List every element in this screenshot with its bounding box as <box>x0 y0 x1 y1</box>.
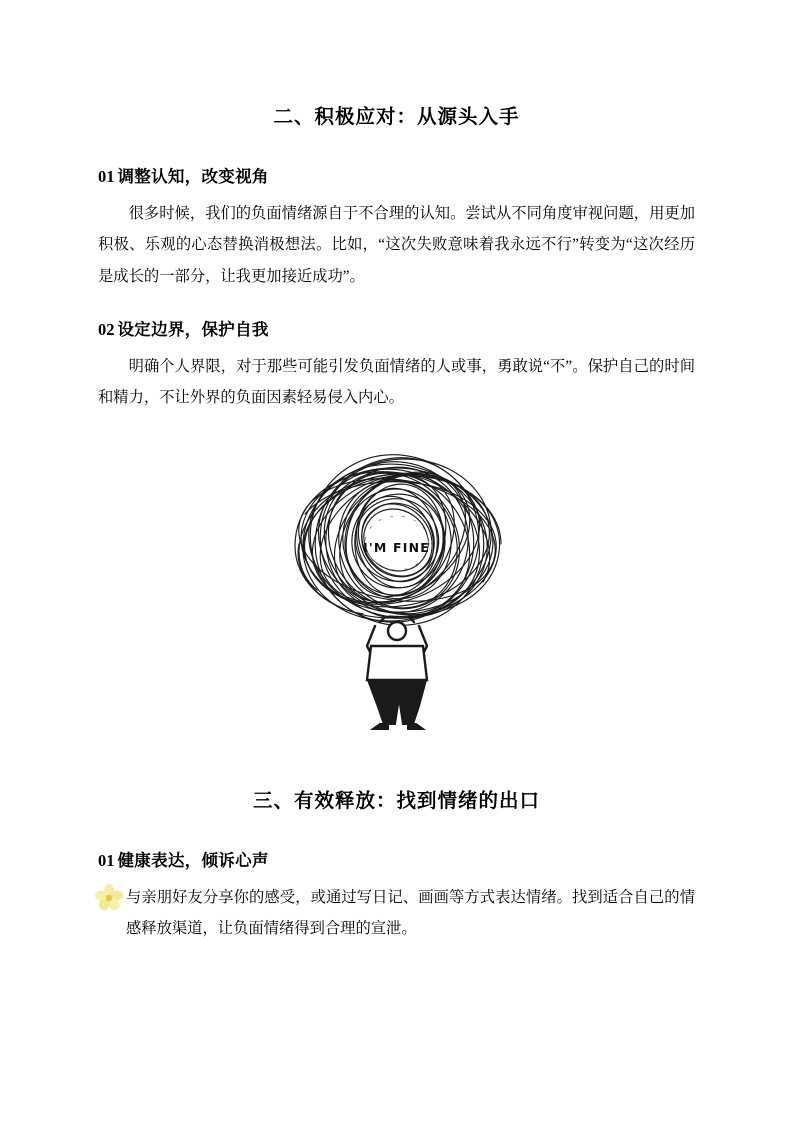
paragraph-2-2: 明确个人界限，对于那些可能引发负面情绪的人或事，勇敢说“不”。保护自己的时间和精力，不让外界的负面因素轻易侵入内心。 <box>98 357 695 407</box>
illustration-person-holding-scribble <box>98 440 695 740</box>
flower-bullet-icon <box>94 883 124 913</box>
section-heading-3: 三、有效释放：找到情绪的出口 <box>252 790 540 812</box>
subsection-title: 调整认知，改变视角 <box>117 167 269 187</box>
subsection-number: 02 <box>98 320 115 340</box>
subsection-title: 设定边界，保护自我 <box>117 320 269 340</box>
subsection-heading-2-1 <box>98 165 695 190</box>
subsection-heading-3-1 <box>98 849 695 874</box>
subsection-title: 健康表达，倾诉心声 <box>117 850 269 870</box>
scribble-label-text: I'M FINE <box>362 539 431 555</box>
paragraph-2-1: 很多时候，我们的负面情绪源自于不合理的认知。尝试从不同角度审视问题，用更加积极、乐观的心态替换消极想法。比如，“这次失败意味着我永远不行”转变为“这次经历是成长的一部分，让我更加接近成功”。 <box>98 205 695 285</box>
section-heading-2: 二、积极应对：从源头入手 <box>273 107 520 128</box>
paragraph-3-1: 与亲朋好友分享你的感受，或通过写日记、画画等方式表达情绪。找到适合自己的情感释放渠道，让负面情绪得到合理的宣泄。 <box>126 888 695 937</box>
subsection-number: 01 <box>98 850 115 870</box>
subsection-number: 01 <box>98 167 115 187</box>
paragraph-3-1-wrapper <box>98 882 695 945</box>
subsection-heading-2-2 <box>98 318 695 343</box>
